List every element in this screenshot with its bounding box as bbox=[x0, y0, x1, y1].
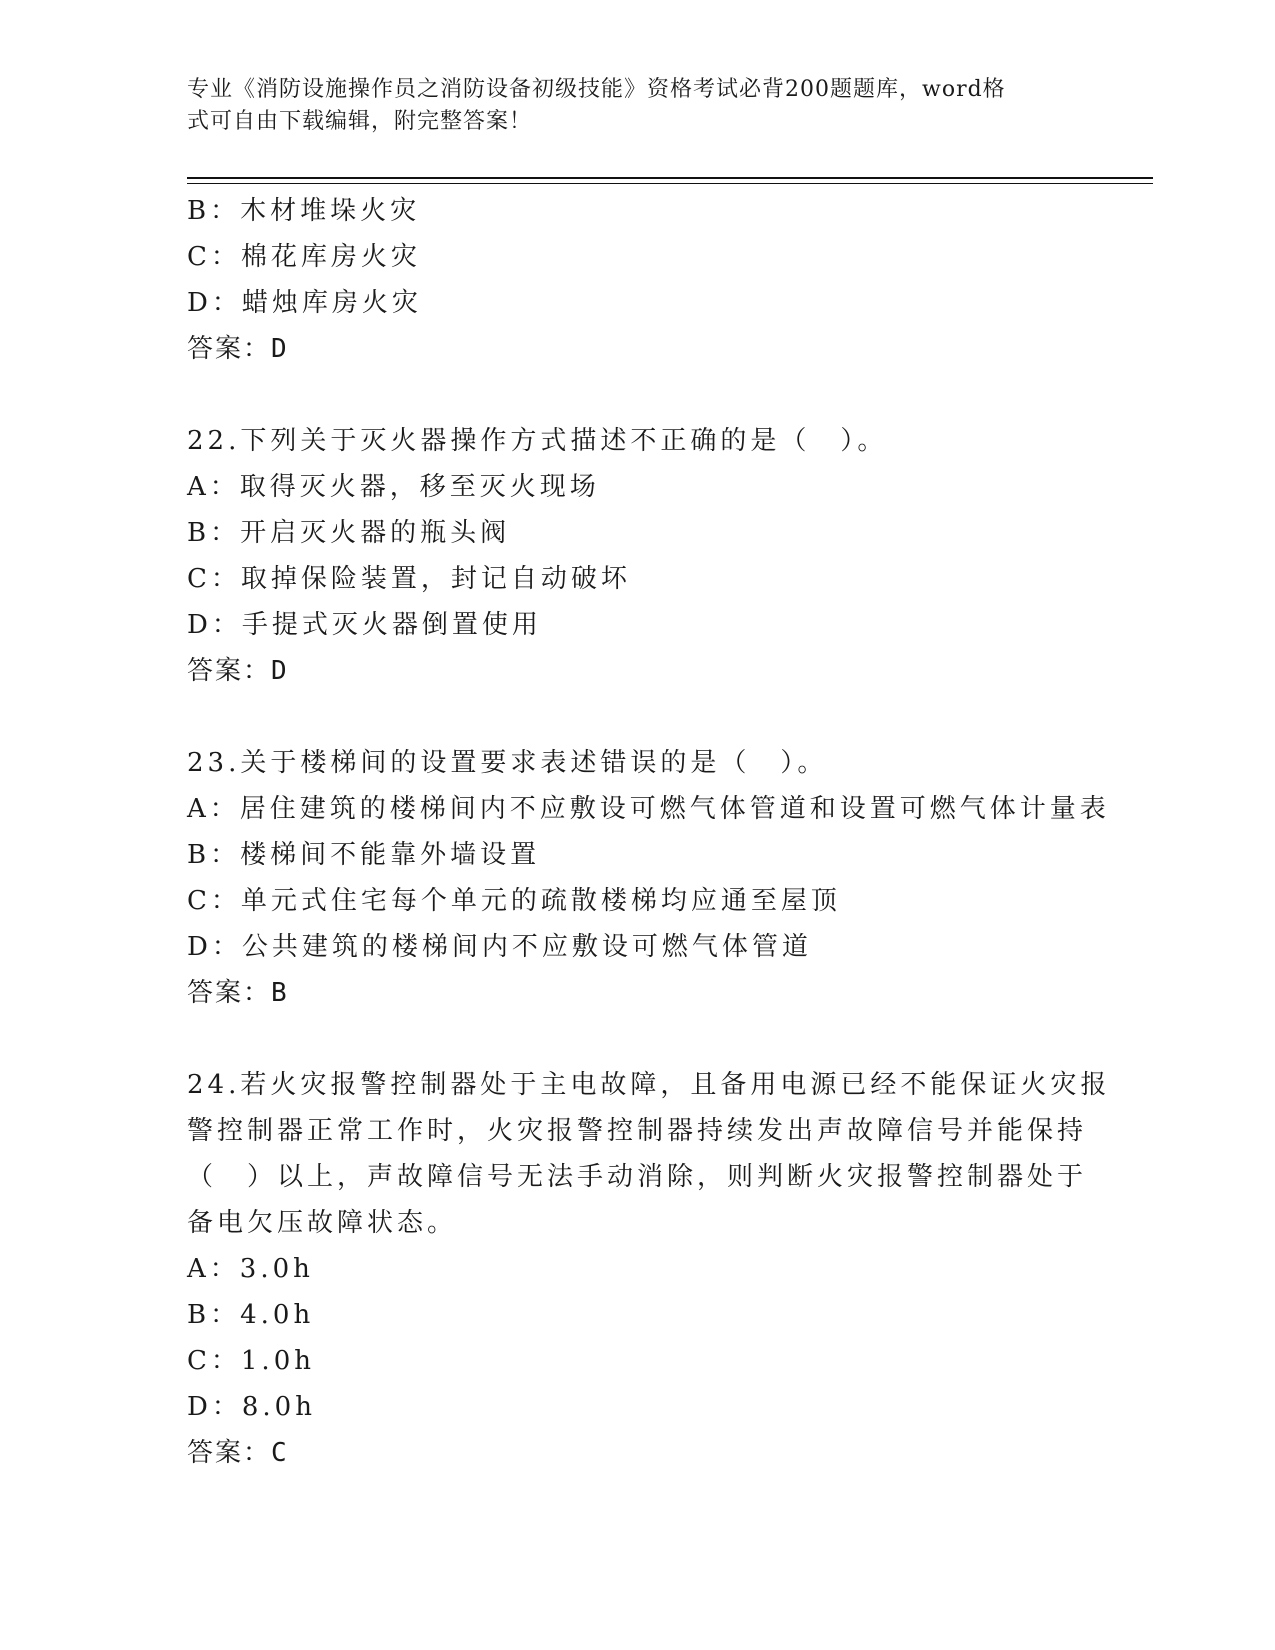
option-a: A：3.0h bbox=[187, 1254, 314, 1284]
document-header bbox=[187, 74, 1067, 138]
question-23 bbox=[187, 740, 1110, 1016]
option-c: C：取掉保险装置，封记自动破坏 bbox=[187, 564, 631, 594]
option-d: D：蜡烛库房火灾 bbox=[187, 288, 422, 318]
option-a: A：取得灭火器，移至灭火现场 bbox=[187, 472, 600, 502]
question-stem: 22.下列关于灭火器操作方式描述不正确的是（ ）。 bbox=[187, 426, 888, 456]
question-22 bbox=[187, 418, 1087, 694]
question-stem-line-3: （ ）以上，声故障信号无法手动消除，则判断火灾报警控制器处于 bbox=[187, 1162, 1088, 1192]
option-c: C：棉花库房火灾 bbox=[187, 242, 421, 272]
option-b: B：木材堆垛火灾 bbox=[187, 196, 421, 226]
answer: 答案：D bbox=[187, 334, 289, 364]
question-21-continued bbox=[187, 188, 1087, 372]
question-stem: 23.关于楼梯间的设置要求表述错误的是（ ）。 bbox=[187, 748, 828, 778]
answer: 答案：C bbox=[187, 1438, 289, 1468]
option-c: C：1.0h bbox=[187, 1346, 315, 1376]
question-stem-line-2: 警控制器正常工作时，火灾报警控制器持续发出声故障信号并能保持 bbox=[187, 1116, 1088, 1146]
answer: 答案：D bbox=[187, 656, 289, 686]
answer: 答案：B bbox=[187, 978, 289, 1008]
option-a: A：居住建筑的楼梯间内不应敷设可燃气体管道和设置可燃气体计量表 bbox=[187, 794, 1110, 824]
option-b: B：楼梯间不能靠外墙设置 bbox=[187, 840, 541, 870]
option-d: D：公共建筑的楼梯间内不应敷设可燃气体管道 bbox=[187, 932, 812, 962]
question-stem-line-1: 24.若火灾报警控制器处于主电故障，且备用电源已经不能保证火灾报 bbox=[187, 1070, 1111, 1100]
header-rule-thick bbox=[187, 177, 1153, 179]
question-stem-line-4: 备电欠压故障状态。 bbox=[187, 1208, 458, 1238]
header-line-2: 式可自由下载编辑，附完整答案！ bbox=[187, 109, 533, 134]
option-d: D：手提式灭火器倒置使用 bbox=[187, 610, 542, 640]
question-24 bbox=[187, 1062, 1111, 1476]
question-list bbox=[187, 188, 1111, 1476]
option-b: B：4.0h bbox=[187, 1300, 315, 1330]
option-c: C：单元式住宅每个单元的疏散楼梯均应通至屋顶 bbox=[187, 886, 841, 916]
option-b: B：开启灭火器的瓶头阀 bbox=[187, 518, 511, 548]
option-d: D：8.0h bbox=[187, 1392, 316, 1422]
header-line-1: 专业《消防设施操作员之消防设备初级技能》资格考试必背200题题库，word格 bbox=[187, 77, 1006, 102]
header-rule-thin bbox=[187, 183, 1153, 184]
